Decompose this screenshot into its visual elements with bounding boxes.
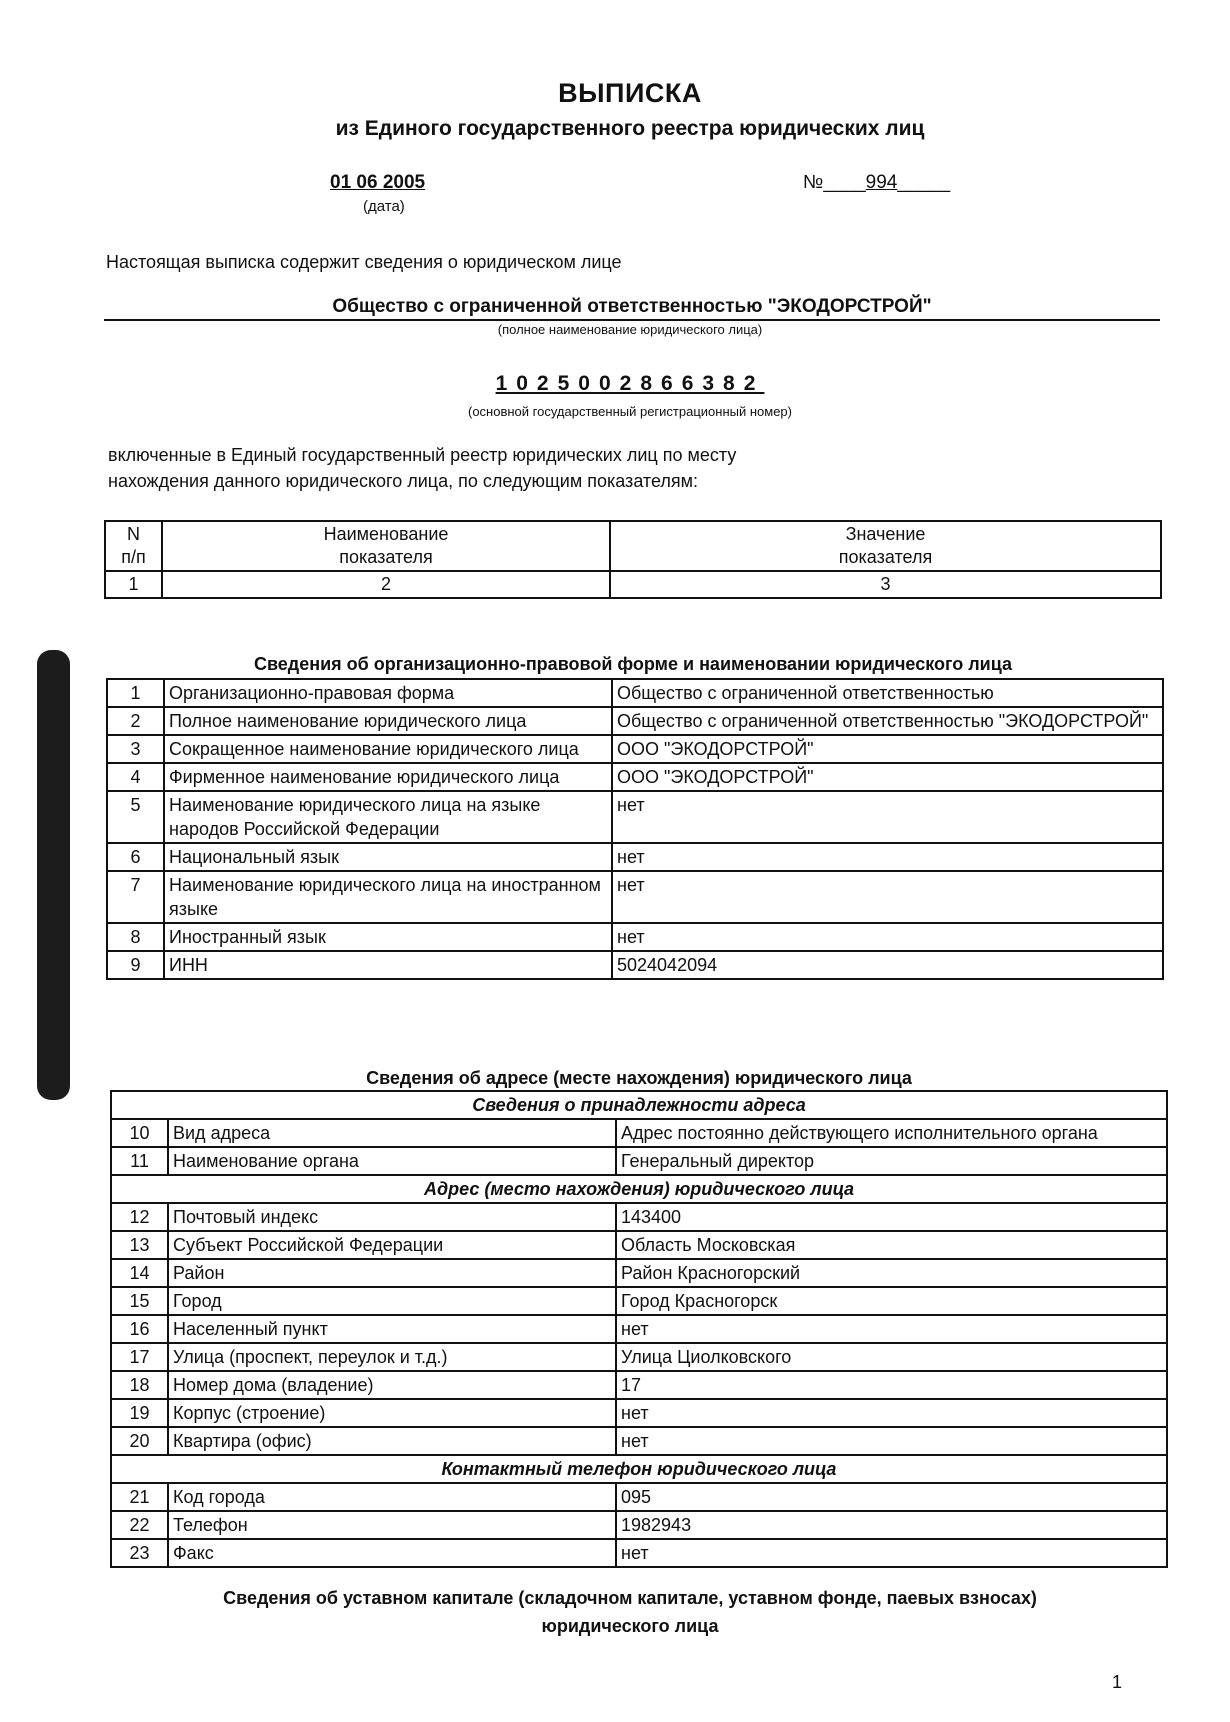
- table-row: [111, 1371, 1167, 1399]
- capital-title-line-1: Сведения об уставном капитале (складочном капитале, уставном фонде, паевых взносах): [223, 1588, 1037, 1608]
- included-line-2: нахождения данного юридического лица, по следующим показателям:: [108, 471, 699, 491]
- header-table: [104, 520, 1162, 599]
- indicator-name: Сокращенное наименование юридического лица: [164, 735, 612, 763]
- indicator-name: Почтовый индекс: [168, 1203, 616, 1231]
- indicator-name: Телефон: [168, 1511, 616, 1539]
- document-subtitle: из Единого государственного реестра юридических лиц: [335, 117, 925, 140]
- subsection-title: Контактный телефон юридического лица: [111, 1455, 1167, 1483]
- ogrn-value: 1025002866382: [495, 372, 765, 395]
- indicator-value: Общество с ограниченной ответственностью "ЭКОДОРСТРОЙ": [612, 707, 1163, 735]
- indicator-value: ООО "ЭКОДОРСТРОЙ": [612, 763, 1163, 791]
- binding-mark: [37, 650, 70, 1100]
- subsection-row: [111, 1091, 1167, 1119]
- table-row: [111, 1315, 1167, 1343]
- table-row: [111, 1119, 1167, 1147]
- indicator-value: нет: [616, 1399, 1167, 1427]
- table-row: [111, 1511, 1167, 1539]
- subsection-title: Сведения о принадлежности адреса: [111, 1091, 1167, 1119]
- table-row: [107, 735, 1163, 763]
- org-full-name: Общество с ограниченной ответственностью "ЭКОДОРСТРОЙ": [104, 296, 1160, 321]
- page-number: 1: [1112, 1672, 1123, 1692]
- header-col-name: Наименование показателя: [162, 521, 610, 571]
- indicator-name: Улица (проспект, переулок и т.д.): [168, 1343, 616, 1371]
- row-number: 23: [111, 1539, 168, 1567]
- indicator-name: Полное наименование юридического лица: [164, 707, 612, 735]
- row-number: 9: [107, 951, 164, 979]
- header-num-1: 1: [105, 571, 162, 598]
- table-row: [111, 1483, 1167, 1511]
- indicator-value: нет: [616, 1427, 1167, 1455]
- extract-date: 01 06 2005: [330, 172, 426, 193]
- number-value: 994: [865, 172, 898, 193]
- indicator-name: Наименование юридического лица на языке народов Российской Федерации: [164, 791, 612, 843]
- row-number: 19: [111, 1399, 168, 1427]
- indicator-name: Квартира (офис): [168, 1427, 616, 1455]
- row-number: 14: [111, 1259, 168, 1287]
- row-number: 1: [107, 679, 164, 707]
- row-number: 8: [107, 923, 164, 951]
- row-number: 6: [107, 843, 164, 871]
- row-number: 12: [111, 1203, 168, 1231]
- indicator-name: Корпус (строение): [168, 1399, 616, 1427]
- table-row: [111, 1343, 1167, 1371]
- table-row: [111, 1203, 1167, 1231]
- indicator-name: Код города: [168, 1483, 616, 1511]
- table-row: [111, 1399, 1167, 1427]
- header-table-row: [105, 521, 1161, 571]
- row-number: 3: [107, 735, 164, 763]
- row-number: 20: [111, 1427, 168, 1455]
- row-number: 15: [111, 1287, 168, 1315]
- indicator-name: Наименование органа: [168, 1147, 616, 1175]
- indicator-value: 095: [616, 1483, 1167, 1511]
- indicator-value: нет: [612, 843, 1163, 871]
- indicator-name: Город: [168, 1287, 616, 1315]
- indicator-name: Населенный пункт: [168, 1315, 616, 1343]
- indicator-name: Номер дома (владение): [168, 1371, 616, 1399]
- indicator-value: Адрес постоянно действующего исполнительного органа: [616, 1119, 1167, 1147]
- table-row: [111, 1259, 1167, 1287]
- indicator-name: Фирменное наименование юридического лица: [164, 763, 612, 791]
- indicator-value: Область Московская: [616, 1231, 1167, 1259]
- number-suffix: _____: [897, 172, 951, 193]
- indicator-value: Общество с ограниченной ответственностью: [612, 679, 1163, 707]
- section-1-table: [106, 678, 1164, 980]
- row-number: 16: [111, 1315, 168, 1343]
- indicator-value: Город Красногорск: [616, 1287, 1167, 1315]
- document-title: ВЫПИСКА: [558, 78, 702, 108]
- indicator-name: Субъект Российской Федерации: [168, 1231, 616, 1259]
- indicator-value: нет: [612, 871, 1163, 923]
- row-number: 4: [107, 763, 164, 791]
- ogrn: [0, 372, 1230, 396]
- indicator-value: 1982943: [616, 1511, 1167, 1539]
- section-2-table: [110, 1090, 1168, 1568]
- table-row: [107, 707, 1163, 735]
- indicator-value: нет: [612, 791, 1163, 843]
- ogrn-caption: (основной государственный регистрационный номер): [467, 404, 792, 419]
- indicator-name: Вид адреса: [168, 1119, 616, 1147]
- indicator-value: Район Красногорский: [616, 1259, 1167, 1287]
- row-number: 13: [111, 1231, 168, 1259]
- row-number: 5: [107, 791, 164, 843]
- header-col-number: N п/п: [105, 521, 162, 571]
- date-caption: (дата): [363, 198, 405, 215]
- table-row: [107, 679, 1163, 707]
- indicator-value: нет: [616, 1539, 1167, 1567]
- indicator-value: ООО "ЭКОДОРСТРОЙ": [612, 735, 1163, 763]
- header-num-2: 2: [162, 571, 610, 598]
- indicator-name: Иностранный язык: [164, 923, 612, 951]
- row-number: 10: [111, 1119, 168, 1147]
- table-row: [107, 843, 1163, 871]
- table-row: [107, 791, 1163, 843]
- capital-title-line-2: юридического лица: [541, 1616, 719, 1636]
- indicator-value: Генеральный директор: [616, 1147, 1167, 1175]
- capital-section-title: [140, 1584, 1120, 1640]
- table-row: [111, 1147, 1167, 1175]
- indicator-value: нет: [616, 1315, 1167, 1343]
- table-row: [107, 923, 1163, 951]
- table-row: [107, 951, 1163, 979]
- row-number: 18: [111, 1371, 168, 1399]
- number-prefix: №____: [803, 172, 866, 193]
- indicator-name: Организационно-правовая форма: [164, 679, 612, 707]
- header-table-numbers: [105, 571, 1161, 598]
- indicator-value: Улица Циолковского: [616, 1343, 1167, 1371]
- header-col-value: Значение показателя: [610, 521, 1161, 571]
- table-row: [111, 1427, 1167, 1455]
- indicator-value: 5024042094: [612, 951, 1163, 979]
- row-number: 2: [107, 707, 164, 735]
- table-row: [111, 1539, 1167, 1567]
- table-row: [111, 1287, 1167, 1315]
- header-num-3: 3: [610, 571, 1161, 598]
- section-2-title: Сведения об адресе (месте нахождения) юридического лица: [366, 1068, 912, 1088]
- indicator-value: 143400: [616, 1203, 1167, 1231]
- section-1-title: Сведения об организационно-правовой форме и наименовании юридического лица: [253, 654, 1013, 674]
- row-number: 17: [111, 1343, 168, 1371]
- subsection-row: [111, 1175, 1167, 1203]
- row-number: 7: [107, 871, 164, 923]
- table-row: [107, 763, 1163, 791]
- indicator-value: нет: [612, 923, 1163, 951]
- intro-text: Настоящая выписка содержит сведения о юридическом лице: [106, 252, 622, 272]
- indicator-name: Факс: [168, 1539, 616, 1567]
- row-number: 22: [111, 1511, 168, 1539]
- included-line-1: включенные в Единый государственный реестр юридических лиц по месту: [108, 445, 737, 465]
- indicator-name: ИНН: [164, 951, 612, 979]
- included-text: [108, 442, 736, 494]
- extract-number: [803, 172, 950, 194]
- indicator-value: 17: [616, 1371, 1167, 1399]
- indicator-name: Наименование юридического лица на иностранном языке: [164, 871, 612, 923]
- row-number: 11: [111, 1147, 168, 1175]
- subsection-row: [111, 1455, 1167, 1483]
- row-number: 21: [111, 1483, 168, 1511]
- org-full-name-caption: (полное наименование юридического лица): [497, 322, 763, 337]
- subsection-title: Адрес (место нахождения) юридического лица: [111, 1175, 1167, 1203]
- table-row: [111, 1231, 1167, 1259]
- indicator-name: Район: [168, 1259, 616, 1287]
- table-row: [107, 871, 1163, 923]
- indicator-name: Национальный язык: [164, 843, 612, 871]
